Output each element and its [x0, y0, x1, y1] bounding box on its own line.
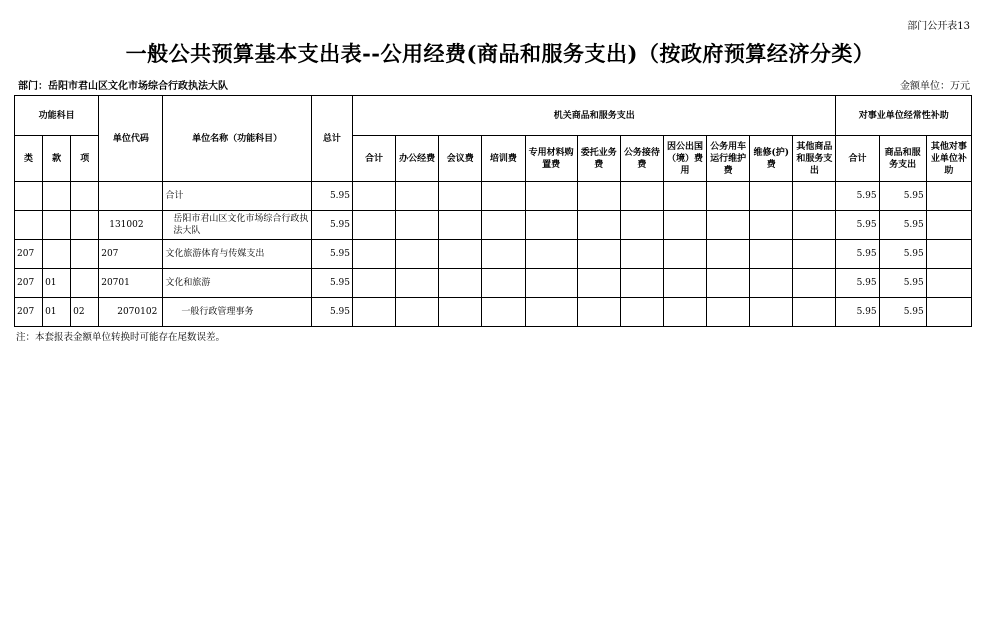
- header-subsidy-goods: 商品和服务支出: [879, 136, 926, 182]
- cell-lei: [15, 211, 43, 240]
- cell-subsidy-goods: 5.95: [879, 240, 926, 269]
- header-commission-fee: 委托业务费: [577, 136, 620, 182]
- table-row: [15, 269, 972, 298]
- cell-name: 合计: [163, 182, 311, 211]
- header-meeting-fee: 会议费: [439, 136, 482, 182]
- cell-name: 文化旅游体育与传媒支出: [163, 240, 311, 269]
- cell-total: 5.95: [311, 182, 352, 211]
- cell-code: 2070102: [99, 298, 163, 327]
- cell-xiang: [71, 269, 99, 298]
- header-training-fee: 培训费: [482, 136, 525, 182]
- header-total: 总计: [311, 96, 352, 182]
- header-reception-fee: 公务接待费: [620, 136, 663, 182]
- footnote: 注：本套报表金额单位转换时可能存在尾数误差。: [16, 332, 226, 343]
- cell-xiang: 02: [71, 298, 99, 327]
- header-office-fee: 办公经费: [396, 136, 439, 182]
- cell-kuan: [43, 240, 71, 269]
- cell-kuan: 01: [43, 298, 71, 327]
- cell-subsidy-total: 5.95: [836, 240, 879, 269]
- cell-xiang: [71, 182, 99, 211]
- page-title: 一般公共预算基本支出表--公用经费(商品和服务支出)（按政府预算经济分类）: [125, 41, 875, 66]
- cell-xiang: [71, 211, 99, 240]
- cell-total: 5.95: [311, 211, 352, 240]
- header-subsidy-group: 对事业单位经常性补助: [836, 96, 972, 136]
- header-lei: 类: [15, 136, 43, 182]
- cell-lei: 207: [15, 298, 43, 327]
- header-repair-fee: 维修(护)费: [750, 136, 793, 182]
- cell-name: 文化和旅游: [163, 269, 311, 298]
- page-id: 部门公开表13: [907, 21, 970, 32]
- table-row: [15, 240, 972, 269]
- cell-total: 5.95: [311, 269, 352, 298]
- cell-code: 207: [99, 240, 163, 269]
- header-subsidy-total: 合计: [836, 136, 879, 182]
- cell-subsidy-goods: 5.95: [879, 269, 926, 298]
- cell-subsidy-goods: 5.95: [879, 211, 926, 240]
- header-unit-code: 单位代码: [99, 96, 163, 182]
- header-kuan: 款: [43, 136, 71, 182]
- header-func-subject: 功能科目: [15, 96, 99, 136]
- cell-subsidy-total: 5.95: [836, 298, 879, 327]
- cell-kuan: [43, 211, 71, 240]
- header-abroad-fee: 因公出国（境）费用: [663, 136, 706, 182]
- header-material-fee: 专用材料购置费: [525, 136, 577, 182]
- cell-total: 5.95: [311, 240, 352, 269]
- cell-code: [99, 182, 163, 211]
- table-row: [15, 298, 972, 327]
- cell-xiang: [71, 240, 99, 269]
- cell-subsidy-goods: 5.95: [879, 298, 926, 327]
- table-row: [15, 182, 972, 211]
- cell-name: 岳阳市君山区文化市场综合行政执法大队: [163, 211, 311, 240]
- cell-lei: 207: [15, 240, 43, 269]
- budget-table: [14, 95, 972, 327]
- cell-total: 5.95: [311, 298, 352, 327]
- cell-subsidy-total: 5.95: [836, 182, 879, 211]
- cell-code: 20701: [99, 269, 163, 298]
- department-label: 部门：岳阳市君山区文化市场综合行政执法大队: [18, 81, 228, 92]
- header-other-goods: 其他商品和服务支出: [793, 136, 836, 182]
- amount-unit-label: 金额单位：万元: [900, 81, 970, 92]
- header-agency-total: 合计: [353, 136, 396, 182]
- header-xiang: 项: [71, 136, 99, 182]
- cell-code: 131002: [99, 211, 163, 240]
- header-unit-name: 单位名称（功能科目）: [163, 96, 311, 182]
- header-agency-group: 机关商品和服务支出: [353, 96, 836, 136]
- header-subsidy-other: 其他对事业单位补助: [926, 136, 971, 182]
- table-row: [15, 211, 972, 240]
- cell-lei: 207: [15, 269, 43, 298]
- cell-kuan: 01: [43, 269, 71, 298]
- header-vehicle-fee: 公务用车运行维护费: [707, 136, 750, 182]
- cell-subsidy-total: 5.95: [836, 211, 879, 240]
- cell-kuan: [43, 182, 71, 211]
- cell-subsidy-total: 5.95: [836, 269, 879, 298]
- cell-subsidy-goods: 5.95: [879, 182, 926, 211]
- cell-lei: [15, 182, 43, 211]
- cell-name: 一般行政管理事务: [163, 298, 311, 327]
